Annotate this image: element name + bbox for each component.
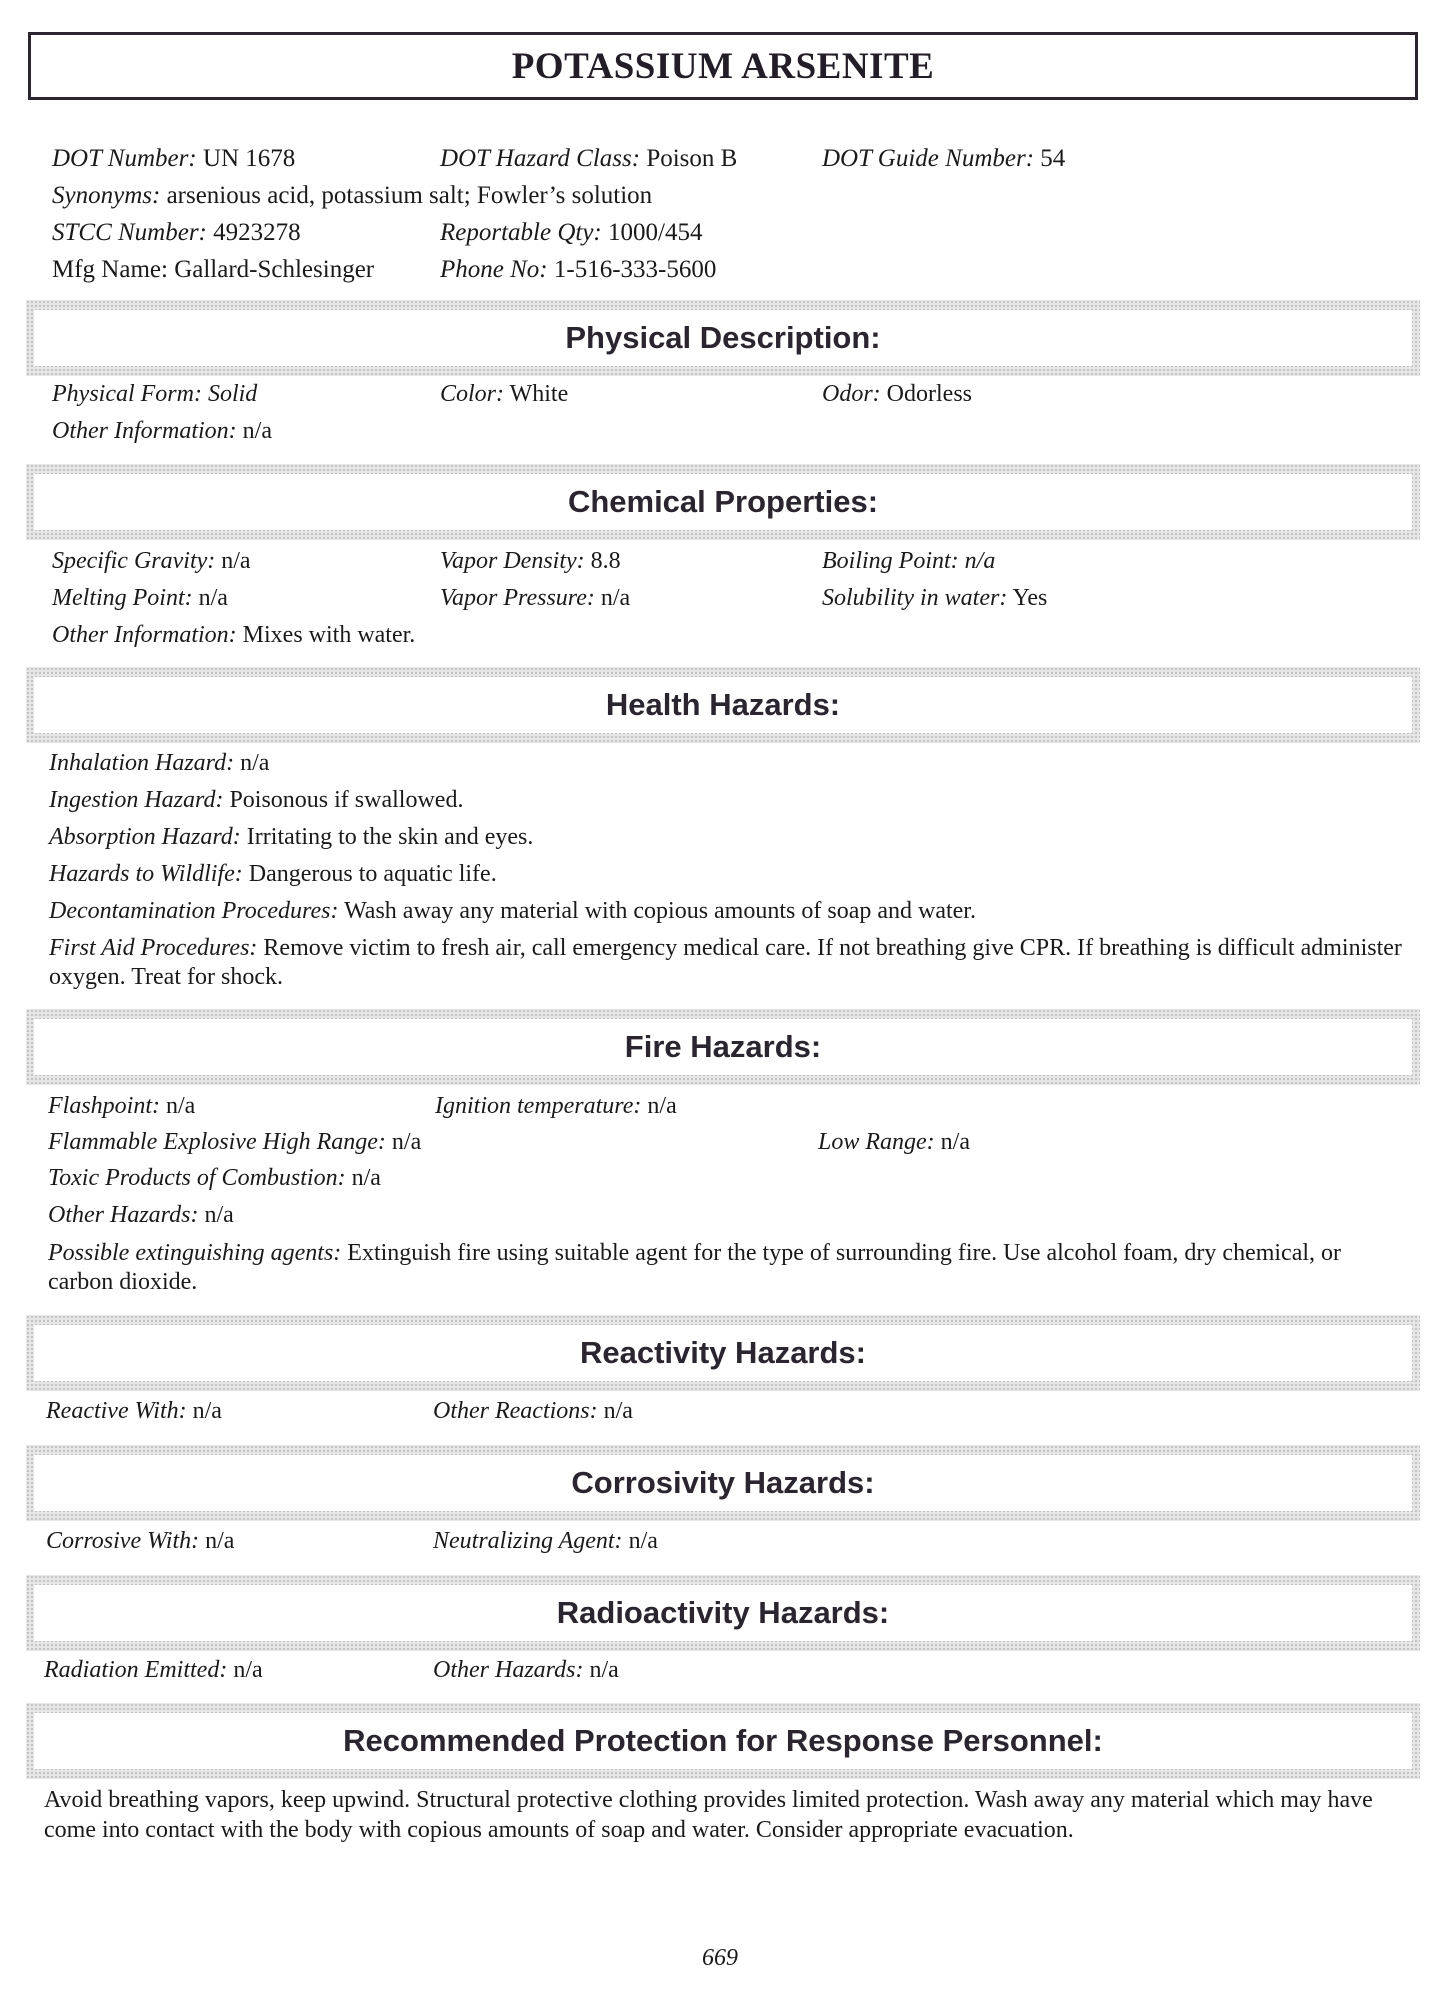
synonyms: Synonyms: arsenious acid, potassium salt; Fowler’s solution xyxy=(52,182,653,209)
extinguishing-agents: Possible extinguishing agents: Extinguish fire using suitable agent for the type of surrounding fire. Use alcohol foam, dry chemical, or carbon dioxide. xyxy=(48,1240,1342,1295)
flashpoint: Flashpoint: n/a xyxy=(48,1093,196,1119)
hazards-to-wildlife: Hazards to Wildlife: Dangerous to aquatic life. xyxy=(49,861,497,887)
radioactivity-other-hazards: Other Hazards: n/a xyxy=(433,1657,619,1683)
section-heading: Corrosivity Hazards: xyxy=(571,1465,875,1500)
fire-other-hazards: Other Hazards: n/a xyxy=(48,1202,234,1228)
decontamination-procedures: Decontamination Procedures: Wash away any material with copious amounts of soap and water. xyxy=(49,898,976,924)
section-heading: Health Hazards: xyxy=(605,687,841,722)
section-heading: Recommended Protection for Response Personnel: xyxy=(343,1723,1103,1758)
flammable-high-range: Flammable Explosive High Range: n/a xyxy=(48,1129,422,1155)
section-health-hazards xyxy=(26,667,1420,743)
inhalation-hazard: Inhalation Hazard: n/a xyxy=(49,750,270,776)
section-chemical-properties xyxy=(26,464,1420,540)
section-heading: Radioactivity Hazards: xyxy=(556,1595,890,1630)
absorption-hazard: Absorption Hazard: Irritating to the skin and eyes. xyxy=(49,824,534,850)
chemical-other-info: Other Information: Mixes with water. xyxy=(52,622,416,648)
vapor-pressure: Vapor Pressure: n/a xyxy=(440,585,631,611)
ingestion-hazard: Ingestion Hazard: Poisonous if swallowed. xyxy=(49,787,464,813)
stcc-number: STCC Number: 4923278 xyxy=(52,219,301,246)
specific-gravity: Specific Gravity: n/a xyxy=(52,548,251,574)
ignition-temperature: Ignition temperature: n/a xyxy=(435,1093,677,1119)
section-heading: Reactivity Hazards: xyxy=(579,1335,866,1370)
first-aid-procedures: First Aid Procedures: Remove victim to fresh air, call emergency medical care. If not breathing give CPR. If breathing is difficult administer oxygen. Treat for shock. xyxy=(49,935,1402,990)
flammable-low-range: Low Range: n/a xyxy=(818,1129,970,1155)
boiling-point: Boiling Point: n/a xyxy=(822,548,996,574)
dot-guide-number: DOT Guide Number: 54 xyxy=(822,145,1066,172)
vapor-density: Vapor Density: 8.8 xyxy=(440,548,621,574)
solubility-in-water: Solubility in water: Yes xyxy=(822,585,1048,611)
radiation-emitted: Radiation Emitted: n/a xyxy=(44,1657,263,1683)
page-number: 669 xyxy=(702,1945,738,1971)
section-heading: Physical Description: xyxy=(565,320,881,355)
section-radioactivity-hazards xyxy=(26,1575,1420,1651)
section-fire-hazards xyxy=(26,1009,1420,1085)
melting-point: Melting Point: n/a xyxy=(52,585,228,611)
mfg-name: Mfg Name: Gallard-Schlesinger xyxy=(52,256,375,283)
section-heading: Chemical Properties: xyxy=(567,484,879,519)
odor: Odor: Odorless xyxy=(822,381,972,407)
section-recommended-protection xyxy=(26,1703,1420,1779)
section-reactivity-hazards xyxy=(26,1315,1420,1391)
title-box xyxy=(28,32,1418,100)
color: Color: White xyxy=(440,381,569,407)
section-heading: Fire Hazards: xyxy=(624,1029,822,1064)
neutralizing-agent: Neutralizing Agent: n/a xyxy=(433,1528,658,1554)
other-reactions: Other Reactions: n/a xyxy=(433,1398,633,1424)
dot-number: DOT Number: UN 1678 xyxy=(52,145,296,172)
physical-other-info: Other Information: n/a xyxy=(52,418,272,444)
reactive-with: Reactive With: n/a xyxy=(46,1398,222,1424)
phone-number: Phone No: 1-516-333-5600 xyxy=(440,256,717,283)
page-title: POTASSIUM ARSENITE xyxy=(511,45,935,87)
corrosive-with: Corrosive With: n/a xyxy=(46,1528,235,1554)
reportable-qty: Reportable Qty: 1000/454 xyxy=(440,219,703,246)
section-physical-description xyxy=(26,300,1420,376)
dot-hazard-class: DOT Hazard Class: Poison B xyxy=(440,145,738,172)
physical-form: Physical Form: Solid xyxy=(52,381,258,407)
toxic-products-of-combustion: Toxic Products of Combustion: n/a xyxy=(48,1165,381,1191)
protection-text: Avoid breathing vapors, keep upwind. Structural protective clothing provides limited protection. Wash away any material which may have come into contact with the body with copious amounts of soap and water. Consider appropriate evacuation. xyxy=(44,1787,1373,1843)
section-corrosivity-hazards xyxy=(26,1445,1420,1521)
